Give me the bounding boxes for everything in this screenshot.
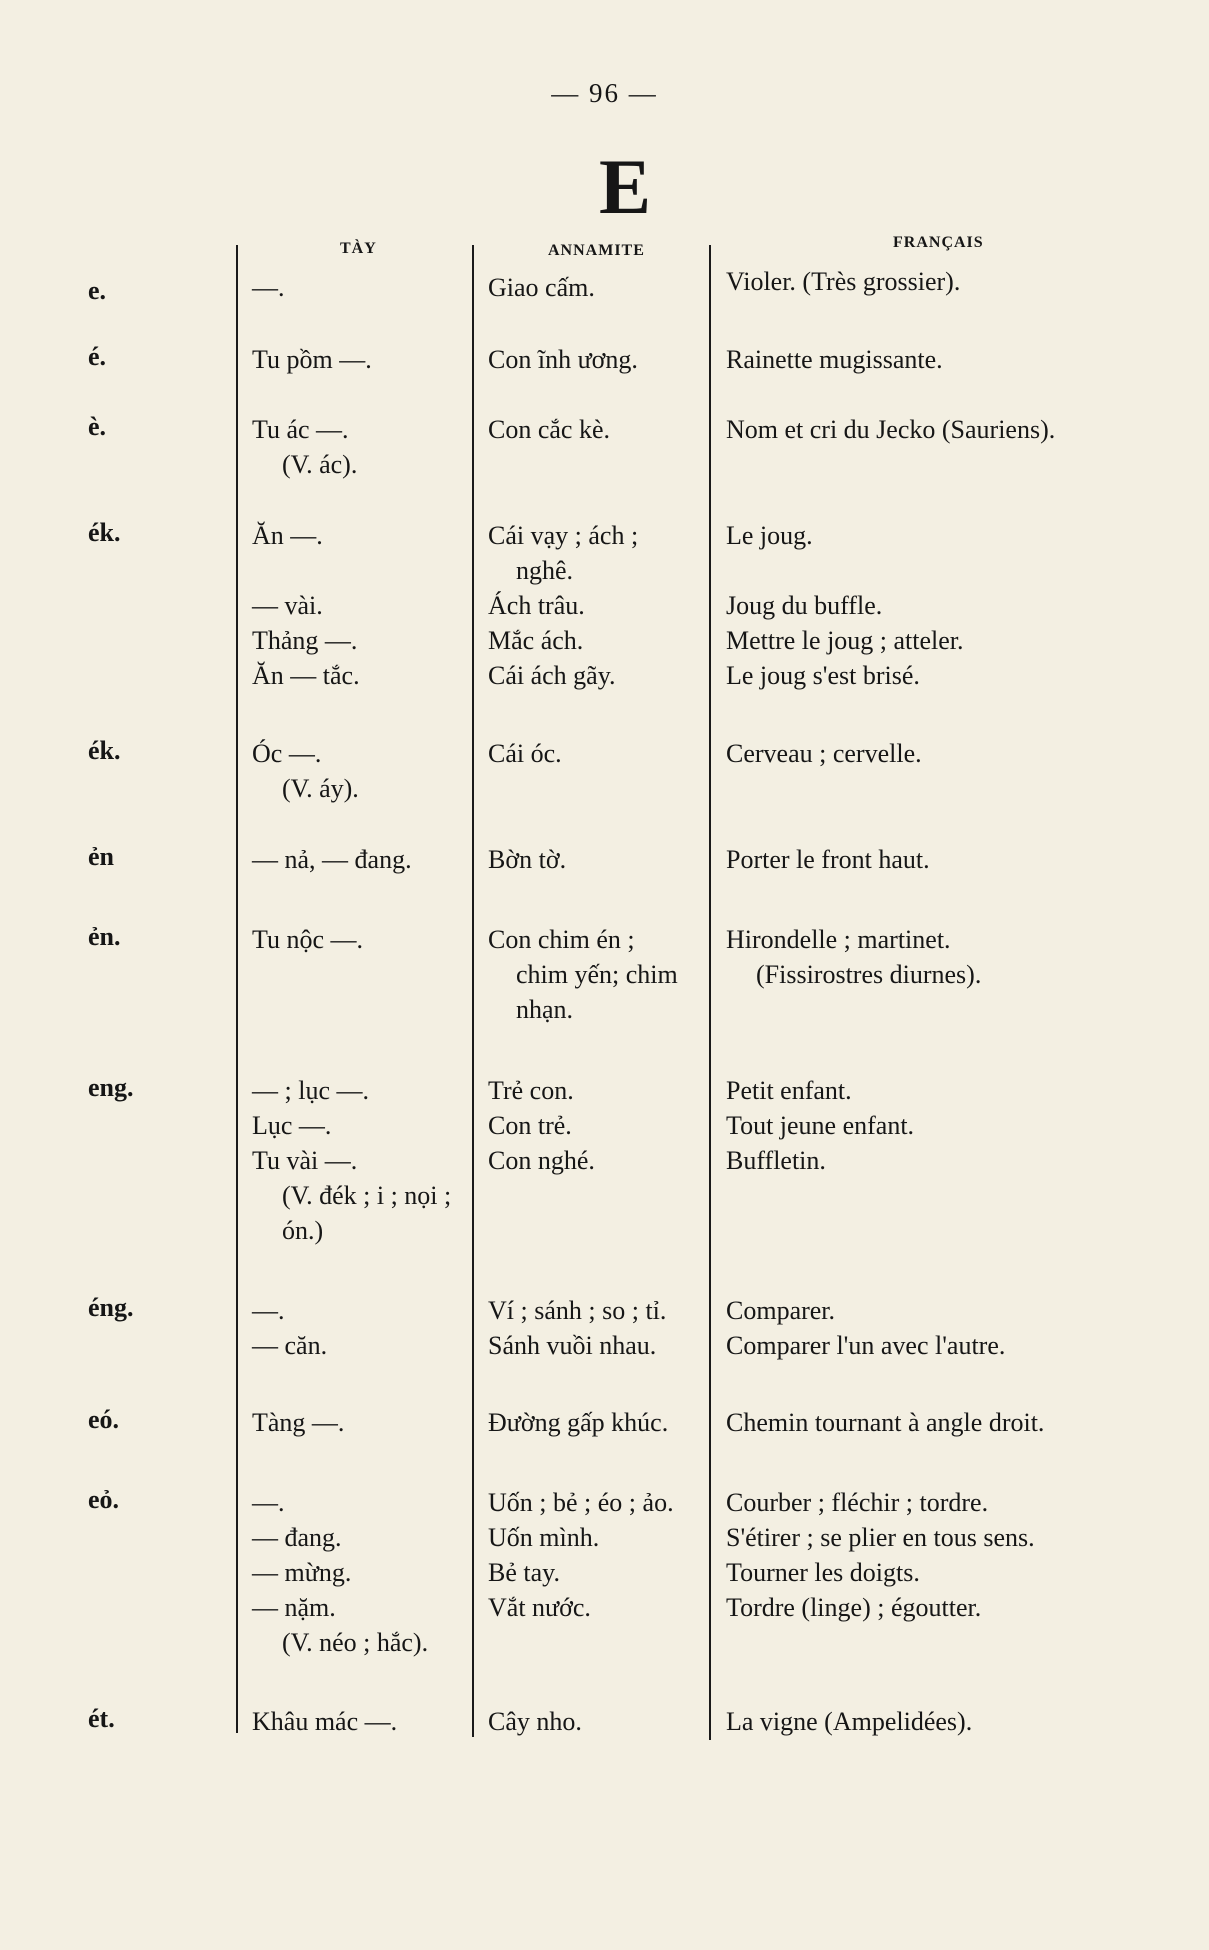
tay-cell: Tu nộc —. xyxy=(252,925,364,954)
tay-cell: Tàng —. xyxy=(252,1408,345,1437)
annamite-cell: Đường gấp khúc. xyxy=(488,1408,669,1437)
entry-key: eng. xyxy=(88,1073,134,1102)
page-number: — 96 — xyxy=(551,78,658,108)
francais-cell: La vigne (Ampelidées). xyxy=(726,1707,973,1736)
entry-key: é. xyxy=(88,342,107,371)
column-rule-1 xyxy=(236,245,238,1733)
annamite-cell: Giao cấm. xyxy=(488,273,595,302)
tay-cell: Tu pồm —. xyxy=(252,345,372,374)
entry-key: ẻn xyxy=(88,842,114,871)
francais-cell: Chemin tournant à angle droit. xyxy=(726,1408,1045,1437)
section-letter: E xyxy=(598,143,652,230)
column-header-francais: FRANÇAIS xyxy=(893,234,984,251)
annamite-cell: Cây nho. xyxy=(488,1707,582,1736)
column-rule-3 xyxy=(709,245,711,1740)
annamite-cell: Con cắc kè. xyxy=(488,415,611,444)
column-rule-2 xyxy=(472,245,474,1737)
francais-cell: Cerveau ; cervelle. xyxy=(726,739,922,768)
tay-cell: Khâu mác —. xyxy=(252,1707,398,1736)
tay-cell: — nả, — đang. xyxy=(252,845,412,874)
annamite-cell: Trẻ con. Con trẻ. Con nghé. xyxy=(488,1076,595,1175)
entry-key: è. xyxy=(88,412,107,441)
entry-key: ék. xyxy=(88,518,121,547)
entry-key: ẻn. xyxy=(88,922,121,951)
annamite-cell: Cái óc. xyxy=(488,739,562,768)
tay-cell: —. — đang. — mừng. — nặm. (V. néo ; hắc). xyxy=(252,1488,429,1657)
francais-cell: Rainette mugissante. xyxy=(726,345,943,374)
entry-key: eỏ. xyxy=(88,1485,120,1514)
tay-cell: —. xyxy=(252,273,285,302)
annamite-cell: Con ĩnh ương. xyxy=(488,345,638,374)
francais-cell: Hirondelle ; martinet. (Fissirostres diurnes). xyxy=(726,925,982,989)
tay-cell: Ăn —. — vài. Thảng —. Ăn — tắc. xyxy=(252,521,360,690)
francais-cell: Comparer. Comparer l'un avec l'autre. xyxy=(726,1296,1006,1360)
annamite-cell: Cái vạy ; ách ; nghê. Ách trâu. Mắc ách. Cái ách gãy. xyxy=(488,521,639,690)
francais-cell: Courber ; fléchir ; tordre. S'étirer ; se plier en tous sens. Tourner les doigts. Tordre (linge) ; égoutter. xyxy=(726,1488,1035,1622)
entry-key: ét. xyxy=(88,1704,115,1733)
column-header-annamite: ANNAMITE xyxy=(548,242,645,259)
francais-cell: Le joug. Joug du buffle. Mettre le joug ; atteler. Le joug s'est brisé. xyxy=(726,521,964,690)
entry-key: ék. xyxy=(88,736,121,765)
tay-cell: —. — căn. xyxy=(252,1296,328,1360)
francais-cell: Nom et cri du Jecko (Sauriens). xyxy=(726,415,1056,444)
entry-key: e. xyxy=(88,276,107,305)
francais-cell: Porter le front haut. xyxy=(726,845,930,874)
francais-cell: Violer. (Très grossier). xyxy=(726,267,961,296)
entry-key: eó. xyxy=(88,1405,120,1434)
annamite-cell: Con chim én ; chim yến; chim nhạn. xyxy=(488,925,678,1024)
tay-cell: Óc —. (V. áy). xyxy=(252,739,359,803)
annamite-cell: Uốn ; bẻ ; éo ; ảo. Uốn mình. Bẻ tay. Vắt nước. xyxy=(488,1488,674,1622)
tay-cell: Tu ác —. (V. ác). xyxy=(252,415,358,479)
tay-cell: — ; lục —. Lục —. Tu vài —. (V. đék ; i ; nọi ; ón.) xyxy=(252,1076,452,1245)
entry-key: éng. xyxy=(88,1293,134,1322)
annamite-cell: Bờn tờ. xyxy=(488,845,567,874)
francais-cell: Petit enfant. Tout jeune enfant. Buffletin. xyxy=(726,1076,915,1175)
column-header-tay: TÀY xyxy=(340,240,377,257)
annamite-cell: Ví ; sánh ; so ; tỉ. Sánh vuồi nhau. xyxy=(488,1296,667,1360)
